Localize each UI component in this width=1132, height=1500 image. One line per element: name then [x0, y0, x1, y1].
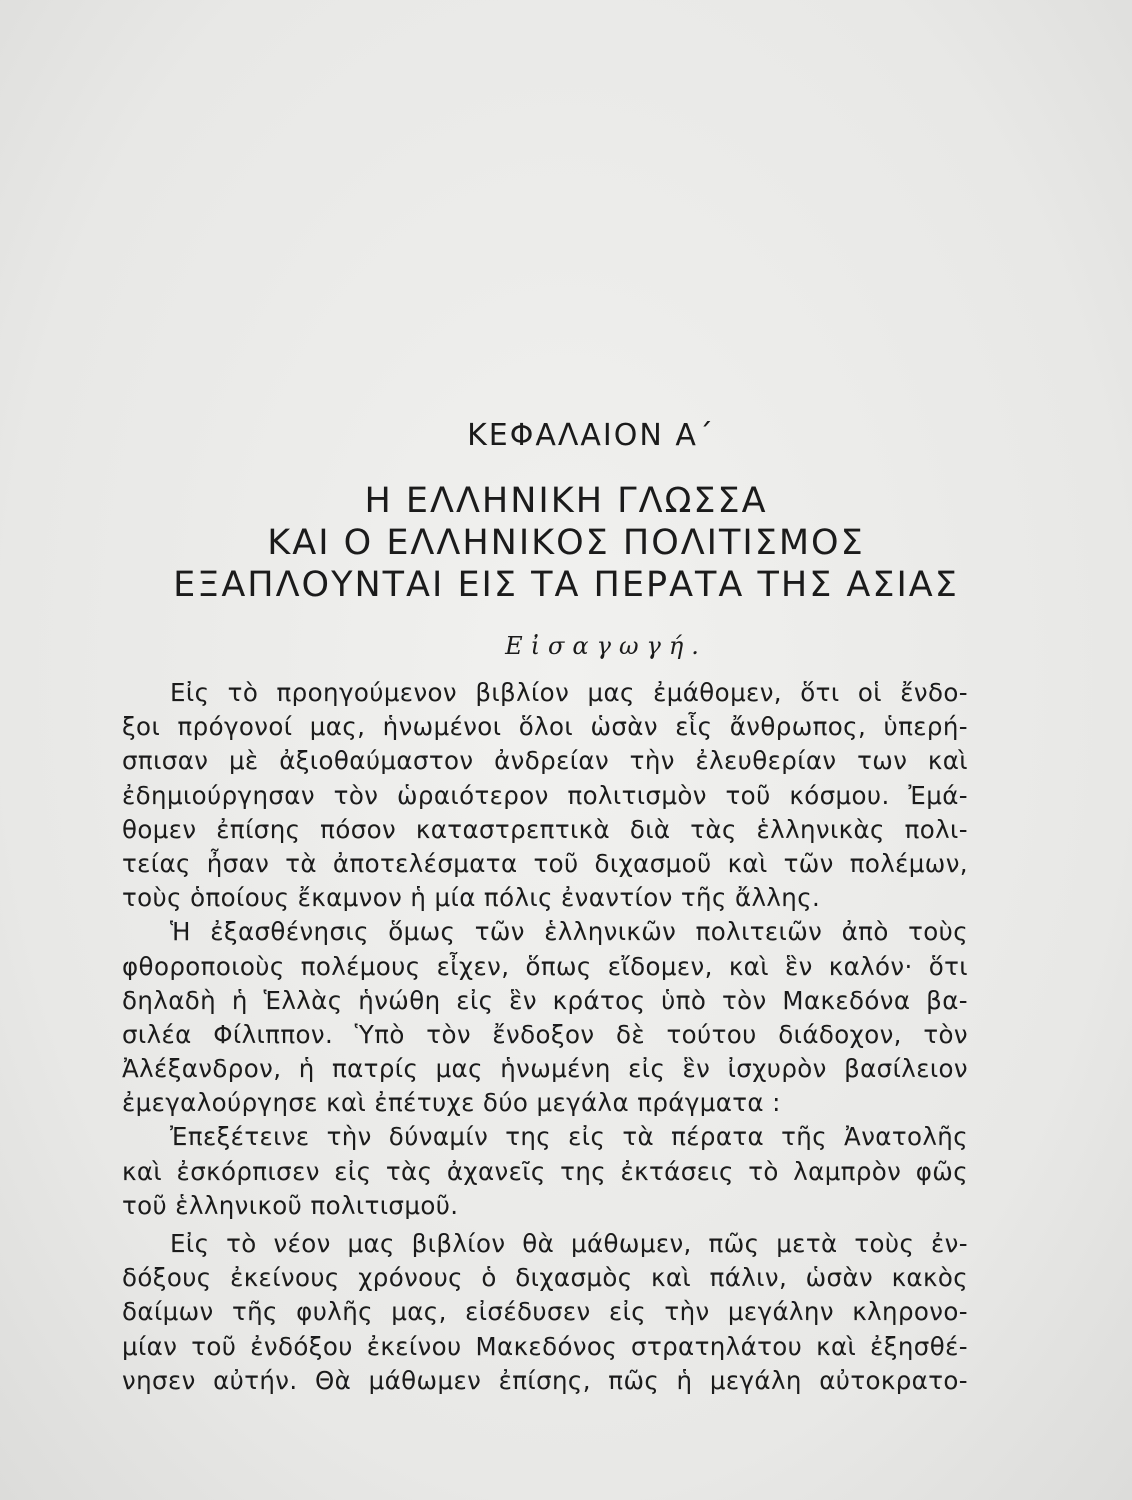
text-line: σπισαν μὲ ἀξιοθαύμαστον ἀνδρείαν τὴν ἐλευθερίαν των καὶ — [122, 746, 968, 776]
text-line: ἐμεγαλούργησε καὶ ἐπέτυχε δύο μεγάλα πράγματα : — [122, 1088, 781, 1118]
text-line: μίαν τοῦ ἐνδόξου ἐκείνου Μακεδόνος στρατηλάτου καὶ ἐξησθέ- — [122, 1331, 968, 1361]
text-line: νησεν αὐτήν. Θὰ μάθωμεν ἐπίσης, πῶς ἡ μεγάλη αὐτοκρατο- — [122, 1365, 968, 1395]
text-line: Ἀλέξανδρον, ἡ πατρίς μας ἡνωμένη εἰς ἓν ἰσχυρὸν βασίλειον — [122, 1054, 968, 1084]
title-line-2: ΚΑΙ Ο ΕΛΛΗΝΙΚΟΣ ΠΟΛΙΤΙΣΜΟΣ — [267, 523, 865, 563]
paragraph — [122, 1227, 968, 1398]
text-line: δαίμων τῆς φυλῆς μας, εἰσέδυσεν εἰς τὴν μεγάλην κληρονο- — [122, 1297, 968, 1327]
paragraph — [122, 1120, 968, 1223]
text-line: τείας ἦσαν τὰ ἀποτελέσματα τοῦ διχασμοῦ καὶ τῶν πολέμων, — [122, 848, 968, 878]
chapter-title — [0, 480, 1132, 606]
text-line: δηλαδὴ ἡ Ἑλλὰς ἡνώθη εἰς ἓν κράτος ὑπὸ τὸν Μακεδόνα βα- — [122, 985, 968, 1015]
text-line: Ἐπεξέτεινε τὴν δύναμίν της εἰς τὰ πέρατα τῆς Ἀνατολῆς — [170, 1122, 968, 1152]
text-line: ξοι πρόγονοί μας, ἡνωμένοι ὅλοι ὡσὰν εἷς ἄνθρωπος, ὑπερή- — [122, 712, 968, 742]
chapter-label: ΚΕΦΑΛΑΙΟΝ Α΄ — [467, 418, 715, 453]
text-line: Εἰς τὸ νέον μας βιβλίον θὰ μάθωμεν, πῶς μετὰ τοὺς ἐν- — [170, 1229, 968, 1258]
text-line: Εἰς τὸ προηγούμενον βιβλίον μας ἐμάθομεν, ὅτι οἱ ἔνδο- — [170, 678, 968, 707]
text-line: τοὺς ὁποίους ἔκαμνον ἡ μία πόλις ἐναντίον τῆς ἄλλης. — [122, 883, 821, 913]
section-subtitle: Εἰσαγωγή. — [505, 632, 707, 660]
body-text — [122, 676, 968, 1398]
paragraph — [122, 915, 968, 1120]
title-line-3: ΕΞΑΠΛΟΥΝΤΑΙ ΕΙΣ ΤΑ ΠΕΡΑΤΑ ΤΗΣ ΑΣΙΑΣ — [173, 565, 959, 605]
title-line-1: Η ΕΛΛΗΝΙΚΗ ΓΛΩΣΣΑ — [364, 481, 768, 521]
text-line: τοῦ ἑλληνικοῦ πολιτισμοῦ. — [122, 1190, 459, 1220]
text-line: φθοροποιοὺς πολέμους εἶχεν, ὅπως εἴδομεν, καὶ ἓν καλόν· ὅτι — [122, 951, 968, 981]
text-line: καὶ ἐσκόρπισεν εἰς τὰς ἀχανεῖς της ἐκτάσεις τὸ λαμπρὸν φῶς — [122, 1156, 968, 1186]
text-line: θομεν ἐπίσης πόσον καταστρεπτικὰ διὰ τὰς ἑλληνικὰς πολι- — [122, 814, 968, 844]
text-line: Ἡ ἐξασθένησις ὅμως τῶν ἑλληνικῶν πολιτειῶν ἀπὸ τοὺς — [170, 917, 968, 947]
text-line: δόξους ἐκείνους χρόνους ὁ διχασμὸς καὶ πάλιν, ὡσὰν κακὸς — [122, 1263, 968, 1293]
paragraph — [122, 676, 968, 915]
text-line: ἐδημιούργησαν τὸν ὡραιότερον πολιτισμὸν τοῦ κόσμου. Ἐμά- — [122, 780, 968, 810]
text-line: σιλέα Φίλιππον. Ὑπὸ τὸν ἔνδοξον δὲ τούτου διάδοχον, τὸν — [122, 1019, 968, 1049]
